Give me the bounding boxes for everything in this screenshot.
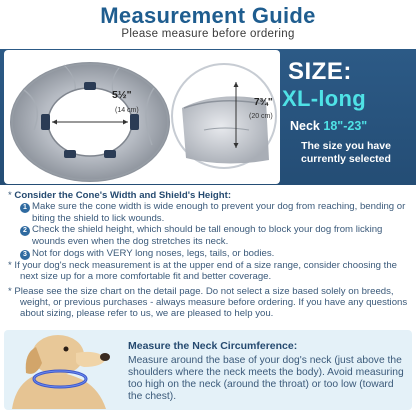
number-1-badge: 1 xyxy=(20,203,30,213)
shield-height-cm: (20 cm) xyxy=(249,113,273,120)
cone-donut xyxy=(10,62,170,182)
shield-height-measurement: 7¾" xyxy=(254,97,273,108)
neck-guide-title: Measure the Neck Circumference: xyxy=(128,340,298,352)
selected-size-note: The size you have currently selected xyxy=(301,140,391,165)
note-point-1: 1 Make sure the cone width is wide enough to prevent your dog from reaching, bending or biting the shield to lick wounds. xyxy=(8,201,412,224)
dog-measurement-illustration xyxy=(6,333,124,409)
size-value: XL-long xyxy=(282,86,366,111)
cone-width-measurement: 5½" xyxy=(112,89,132,101)
cone-illustration xyxy=(4,50,280,184)
consider-heading: * Consider the Cone's Width and Shield's Height: xyxy=(8,190,232,201)
neck-range xyxy=(290,119,367,133)
neck-guide-text: Measure around the base of your dog's neck (just above the shoulders where the neck meets the body). Avoid measuring too high on the neck (around the throat) or too low (toward the chest). xyxy=(128,355,404,402)
page-subtitle: Please measure before ordering xyxy=(121,28,295,40)
number-2-badge: 2 xyxy=(20,226,30,236)
size-label: SIZE: xyxy=(288,58,352,85)
number-3-badge: 3 xyxy=(20,250,30,260)
range-note: * If your dog's neck measurement is at the upper end of a size range, consider choosing the next size up for a more comfortable fit and better coverage. xyxy=(8,259,398,282)
chart-note: * Please see the size chart on the detail page. Do not select a size based solely on breeds, weight, or previous purchases - always measure before ordering. If you have any questions about sizing, please refer to us, we are pleased to help you. xyxy=(8,286,408,320)
notes-section xyxy=(8,190,412,320)
neck-label: Neck xyxy=(290,119,320,133)
note-point-2: 2 Check the shield height, which should be tall enough to block your dog from licking wounds even when the dog stretches its neck. xyxy=(8,224,412,247)
page-title: Measurement Guide xyxy=(100,3,316,28)
neck-value: 18"-23" xyxy=(323,119,368,133)
note-point-3: 3 Not for dogs with VERY long noses, legs, tails, or bodies. xyxy=(8,248,412,260)
cone-width-cm: (14 cm) xyxy=(115,107,139,114)
